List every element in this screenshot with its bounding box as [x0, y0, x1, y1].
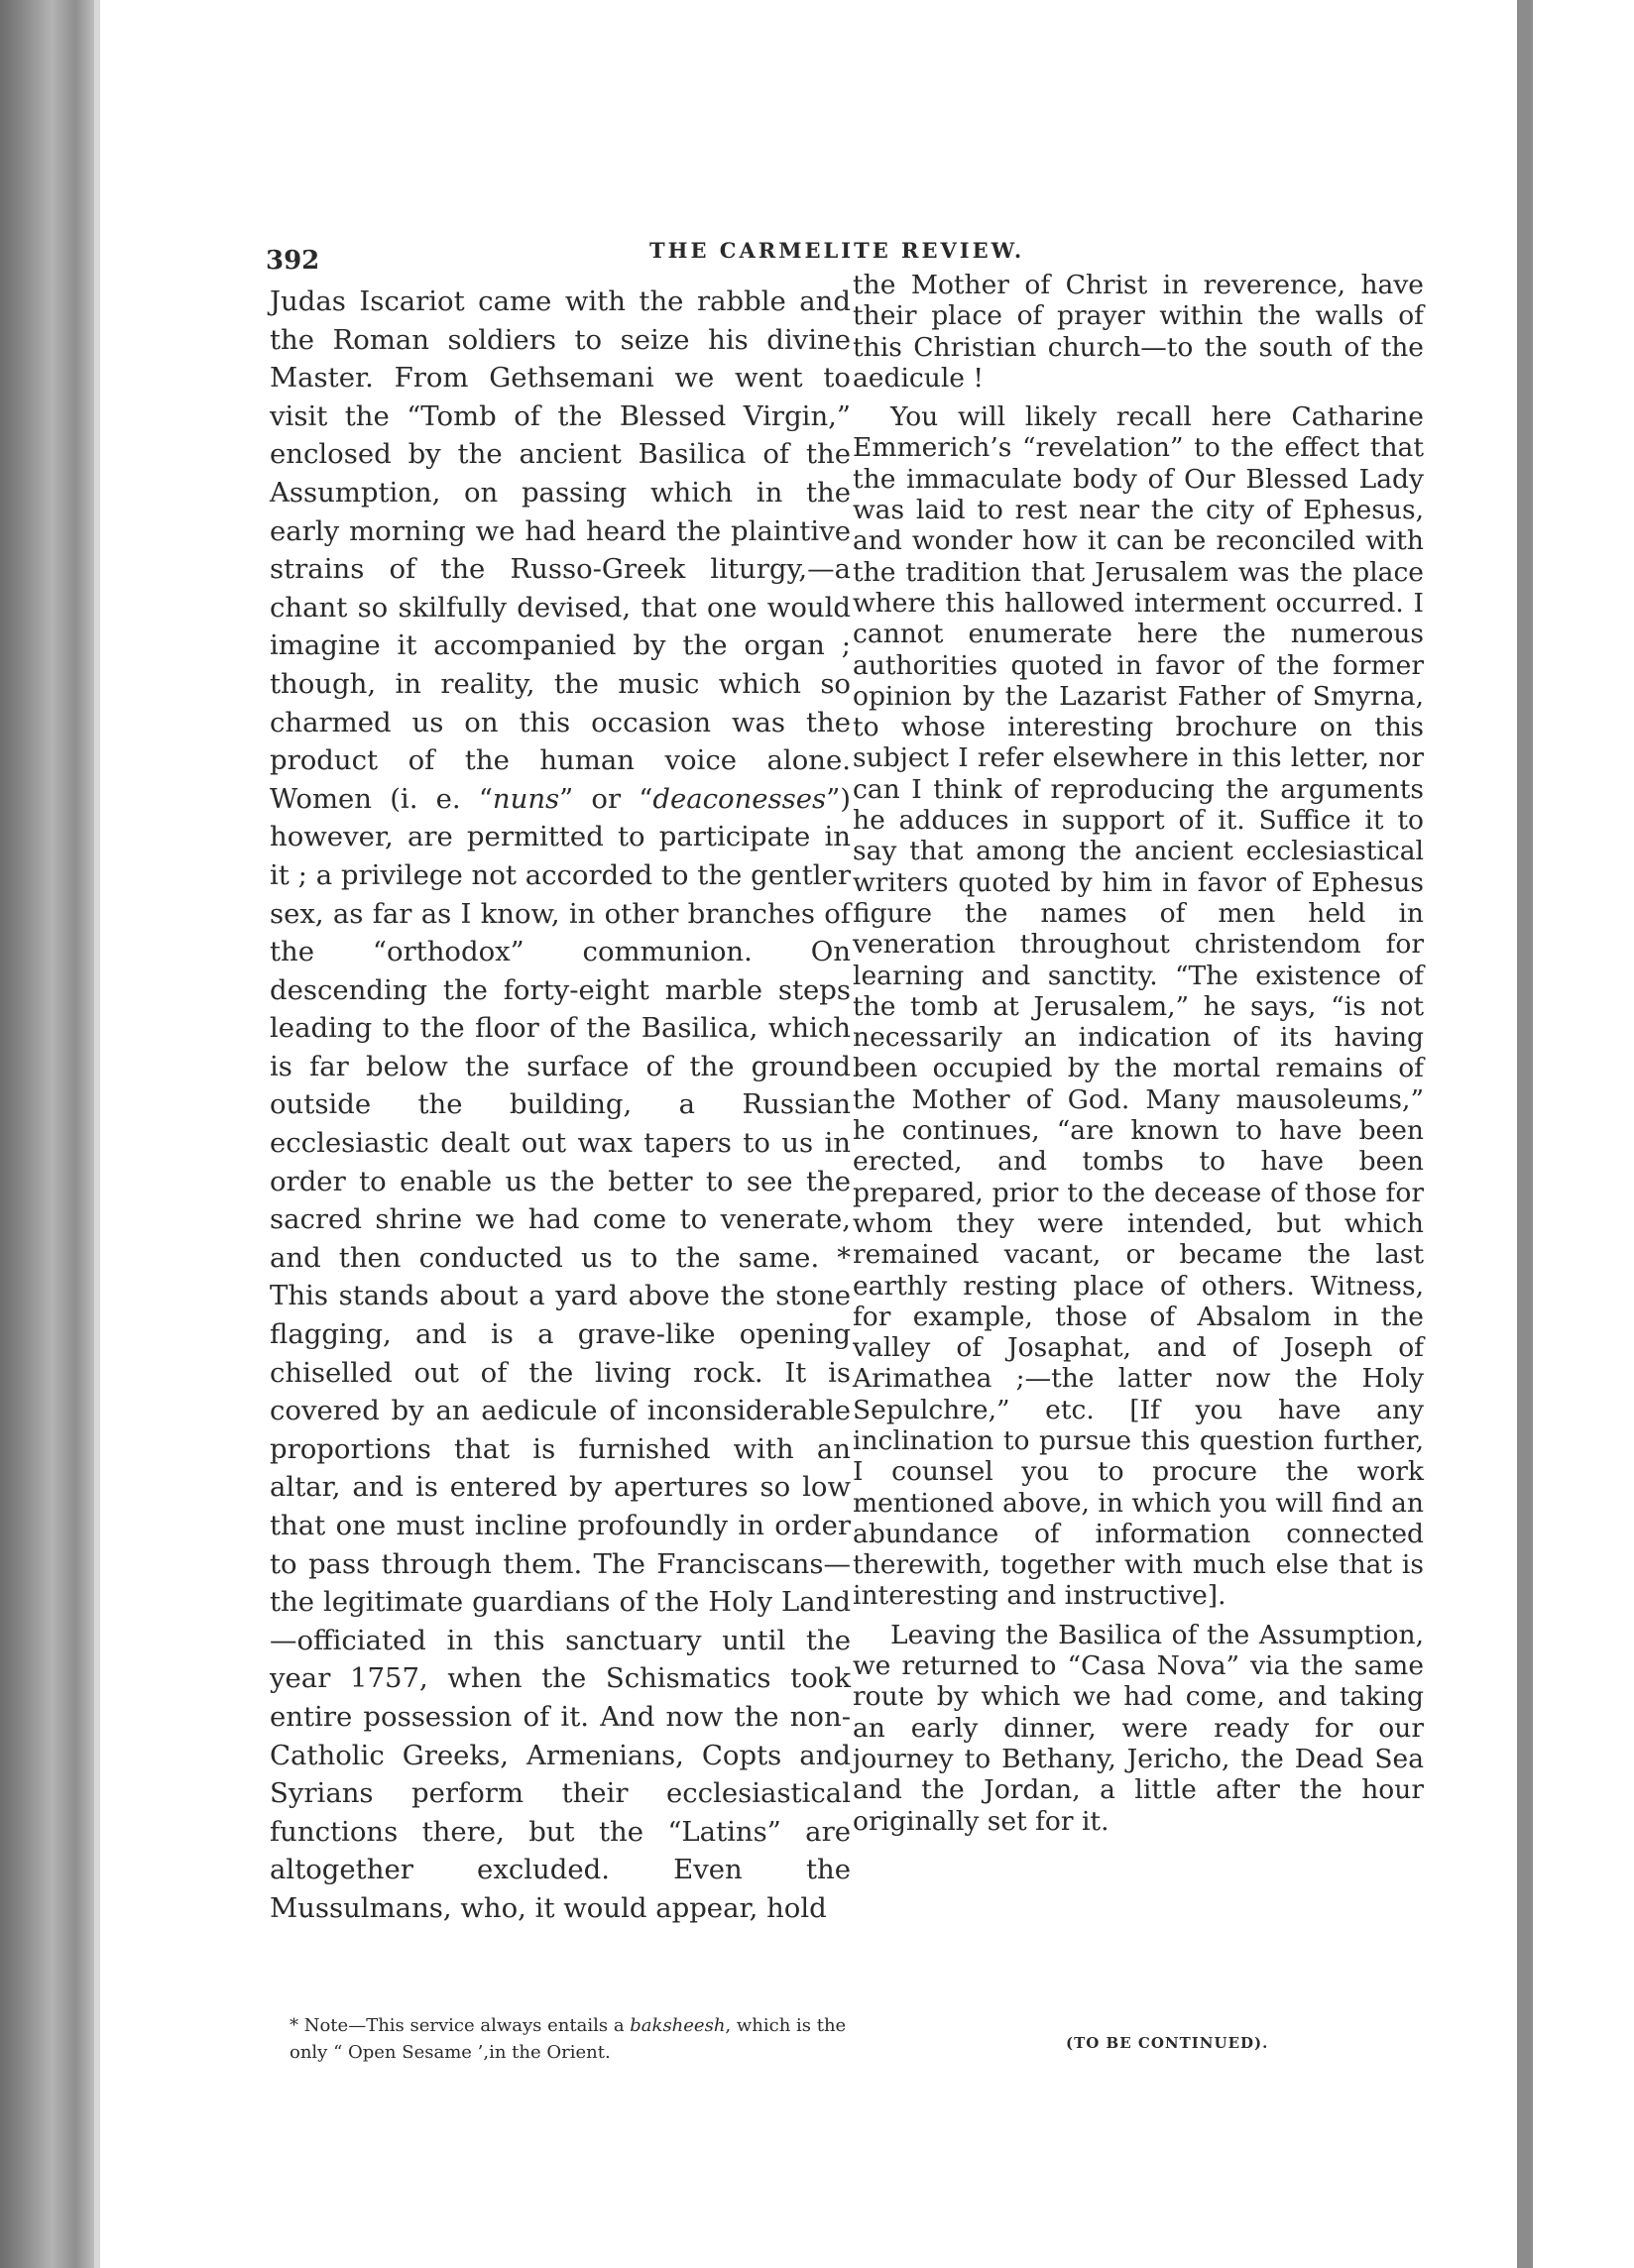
right-paragraph-2: You will likely recall here Catharine Emmerich’s “revelation” to the effect that the immaculate body of Our Blessed Lady was laid to rest near the city of Ephesus, and wonder how it can be reconciled with the tradition that Jerusalem was the place where this hallowed interment occurred. I cannot enumerate here the numerous authorities quoted in favor of the former opinion by the Lazarist Father of Smyrna, to whose interesting brochure on this subject I refer elsewhere in this letter, nor can I think of reproducing the arguments he adduces in support of it. Suffice it to say that among the ancient ecclesiastical writers quoted by him in favor of Ephesus figure the names of men held in veneration throughout christendom for learning and sanctity. “The existence of the tomb at Jerusalem,” he says, “is not necessarily an indication of its having been occupied by the mortal remains of the Mother of God. Many mausoleums,” he continues, “are known to have been erected, and tombs to have been prepared, prior to the decease of those for whom they were intended, but which remained vacant, or became the last earthly resting place of others. Witness, for example, those of Absalom in the valley of Josaphat, and of Joseph of Arimathea ;—the latter now the Holy Sepulchre,” etc. [If you have any inclination to pursue this question further, I counsel you to procure the work mentioned above, in which you will find an abundance of information connected therewith, together with much else that is interesting and instructive]. [853, 401, 1424, 1612]
footnote-text-1: * Note—This service always entails a [290, 2015, 631, 2036]
page-number: 392 [266, 246, 320, 276]
to-be-continued: (TO BE CONTINUED). [1066, 2034, 1269, 2052]
left-column-paragraph [270, 283, 851, 1928]
right-paragraph-1: the Mother of Christ in reverence, have their place of prayer within the walls of this Christian church—to the south of the aedicule ! [853, 270, 1424, 394]
footnote [290, 2012, 865, 2066]
book-binding-right-bar [1517, 0, 1533, 2268]
left-text-part2: ” or “ [559, 782, 653, 815]
right-column [853, 270, 1424, 1837]
footnote-italic-baksheesh: baksheesh [630, 2015, 726, 2036]
running-title: THE CARMELITE REVIEW. [649, 238, 1025, 263]
book-binding-left [0, 0, 94, 2268]
left-column [270, 283, 851, 1928]
italic-deaconesses: deaconesses [652, 782, 827, 815]
footnote-text-2: , which is the only “ Open Sesame ’,in the Orient. [290, 2015, 847, 2063]
left-text-part1: Judas Iscariot came with the rabble and the Roman soldiers to seize his divine Master. From Gethsemani we went to visit the “Tomb of the Blessed Virgin,” enclosed by the ancient Basilica of the Assumption, on passing which in the early morning we had heard the plaintive strains of the Russo-Greek liturgy,—a chant so skilfully devised, that one would imagine it accompanied by the organ ; though, in reality, the music which so charmed us on this occasion was the product of the human voice alone. Women (i. e. “ [270, 285, 851, 815]
italic-nuns: nuns [492, 782, 560, 815]
left-text-part3: ”) however, are permitted to participate in it ; a privilege not accorded to the gentler sex, as far as I know, in other branches of the “orthodox” communion. On descending the forty-eight marble steps leading to the floor of the Basilica, which is far below the surface of the ground outside the building, a Russian ecclesiastic dealt out wax tapers to us in order to enable us the better to see the sacred shrine we had come to venerate, and then conducted us to the same. * This stands about a yard above the stone flagging, and is a grave-like opening chiselled out of the living rock. It is covered by an aedicule of inconsiderable proportions that is furnished with an altar, and is entered by apertures so low that one must incline profoundly in order to pass through them. The Franciscans—the legitimate guardians of the Holy Land—officiated in this sanctuary until the year 1757, when the Schismatics took entire possession of it. And now the non-Catholic Greeks, Armenians, Copts and Syrians perform their ecclesiastical functions there, but the “Latins” are altogether excluded. Even the Mussulmans, who, it would appear, hold [270, 782, 851, 1924]
right-paragraph-3: Leaving the Basilica of the Assumption, we returned to “Casa Nova” via the same route by which we had come, and taking an early dinner, were ready for our journey to Bethany, Jericho, the Dead Sea and the Jordan, a little after the hour originally set for it. [853, 1619, 1424, 1837]
